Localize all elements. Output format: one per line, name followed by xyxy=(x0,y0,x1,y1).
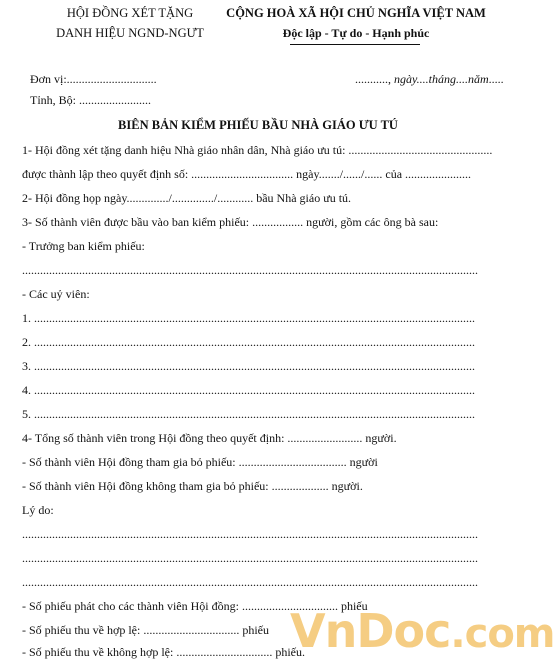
member-4: 4. ................................................................................................................................................... xyxy=(22,383,475,397)
motto-underline xyxy=(290,44,420,45)
ballots-issued-line: - Số phiếu phát cho các thành viên Hội đồng: ................................ phiếu xyxy=(22,599,368,613)
date-field: ..........., ngày....tháng....năm..... xyxy=(355,72,504,86)
unit-field: Đơn vị:.............................. xyxy=(30,72,157,86)
member-1: 1. ................................................................................................................................................... xyxy=(22,311,475,325)
total-members-line: 4- Tổng số thành viên trong Hội đồng theo quyết định: ......................... người. xyxy=(22,431,397,445)
ballots-invalid-line: - Số phiếu thu về không hợp lệ: ................................ phiếu. xyxy=(22,645,305,659)
reason-label: Lý do: xyxy=(22,503,54,517)
board-head-label: - Trưởng ban kiểm phiếu: xyxy=(22,239,145,253)
reason-dots-2: ........................................................................................................................................................ xyxy=(22,551,478,565)
nation-title: CỘNG HOÀ XÃ HỘI CHỦ NGHĨA VIỆT NAM xyxy=(226,6,486,20)
voting-members-line: - Số thành viên Hội đồng tham gia bỏ phiếu: .................................... người xyxy=(22,455,378,469)
member-5: 5. ................................................................................................................................................... xyxy=(22,407,475,421)
non-voting-members-line: - Số thành viên Hội đồng không tham gia bỏ phiếu: ................... người. xyxy=(22,479,363,493)
council-line: 1- Hội đồng xét tặng danh hiệu Nhà giáo nhân dân, Nhà giáo ưu tú: ................................................ xyxy=(22,143,493,157)
counting-board-line: 3- Số thành viên được bầu vào ban kiểm phiếu: ................. người, gồm các ông bà sau: xyxy=(22,215,439,229)
motto: Độc lập - Tự do - Hạnh phúc xyxy=(282,26,430,40)
reason-dots-3: ........................................................................................................................................................ xyxy=(22,575,478,589)
member-2: 2. ................................................................................................................................................... xyxy=(22,335,475,349)
province-field: Tỉnh, Bộ: ........................ xyxy=(30,93,152,107)
document-title: BIÊN BẢN KIỂM PHIẾU BẦU NHÀ GIÁO ƯU TÚ xyxy=(118,118,398,132)
vndoc-watermark-logo: VnDoc.com xyxy=(290,604,554,658)
members-label: - Các uỷ viên: xyxy=(22,287,90,301)
decision-line: được thành lập theo quyết định số: .................................. ngày......./....../...... của ...................... xyxy=(22,167,472,181)
org-name-line2: DANH HIỆU NGND-NGƯT xyxy=(56,26,204,40)
reason-dots-1: ........................................................................................................................................................ xyxy=(22,527,478,541)
member-3: 3. ................................................................................................................................................... xyxy=(22,359,475,373)
ballots-valid-line: - Số phiếu thu về hợp lệ: ................................ phiếu xyxy=(22,623,269,637)
org-name-line1: HỘI ĐỒNG XÉT TẶNG xyxy=(66,6,194,20)
meeting-date-line: 2- Hội đồng họp ngày............../............../............ bầu Nhà giáo ưu tú. xyxy=(22,191,352,205)
board-head-dots: ........................................................................................................................................................ xyxy=(22,263,478,277)
